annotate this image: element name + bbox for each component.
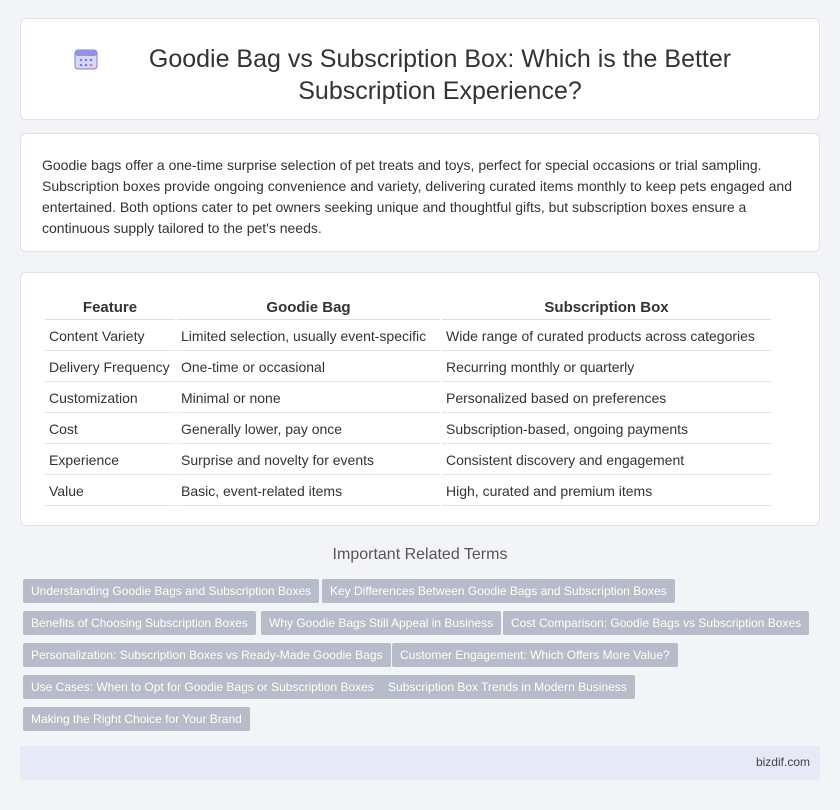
column-header: Feature	[45, 297, 175, 320]
table-row	[45, 384, 771, 413]
table-row	[45, 322, 771, 351]
footer	[20, 746, 820, 780]
table-cell: Customization	[45, 384, 175, 413]
table-row	[45, 415, 771, 444]
table-cell: Personalized based on preferences	[442, 384, 771, 413]
table-cell: Basic, event-related items	[177, 477, 440, 506]
table-cell: Recurring monthly or quarterly	[442, 353, 771, 382]
related-tag[interactable]: Understanding Goodie Bags and Subscription Boxes	[23, 579, 319, 603]
table-cell: Minimal or none	[177, 384, 440, 413]
related-tag[interactable]: Making the Right Choice for Your Brand	[23, 707, 250, 731]
table-cell: High, curated and premium items	[442, 477, 771, 506]
table-row	[45, 446, 771, 475]
table-cell: Wide range of curated products across categories	[442, 322, 771, 351]
table-row	[45, 353, 771, 382]
table-cell: Cost	[45, 415, 175, 444]
related-tag[interactable]: Key Differences Between Goodie Bags and Subscription Boxes	[322, 579, 675, 603]
related-tag[interactable]: Why Goodie Bags Still Appeal in Business	[261, 611, 501, 635]
page-title: Goodie Bag vs Subscription Box: Which is the Better Subscription Experience?	[148, 45, 732, 105]
table-header-row	[45, 297, 771, 320]
table-cell: Delivery Frequency	[45, 353, 175, 382]
table-cell: Content Variety	[45, 322, 175, 351]
site-name[interactable]: bizdif.com	[755, 755, 810, 769]
column-header: Goodie Bag	[177, 297, 440, 320]
table-cell: One-time or occasional	[177, 353, 440, 382]
intro-text: Goodie bags offer a one-time surprise selection of pet treats and toys, perfect for special occasions or trial sampling. Subscription boxes provide ongoing convenience and variety, delivering curated items monthly to keep pets engaged and entertained. Both options cater to pet owners seeking unique and thoughtful gifts, but subscription boxes ensure a continuous supply tailored to the pet's needs.	[42, 157, 792, 236]
related-terms-heading: Important Related Terms	[332, 546, 508, 563]
title-card	[20, 18, 820, 120]
column-header: Subscription Box	[442, 297, 771, 320]
related-tag[interactable]: Personalization: Subscription Boxes vs Ready-Made Goodie Bags	[23, 643, 391, 667]
table-cell: Limited selection, usually event-specific	[177, 322, 440, 351]
related-tag[interactable]: Subscription Box Trends in Modern Business	[380, 675, 635, 699]
related-tag[interactable]: Use Cases: When to Opt for Goodie Bags or Subscription Boxes	[23, 675, 382, 699]
table-row	[45, 477, 771, 506]
intro-card	[20, 133, 820, 252]
table-cell: Surprise and novelty for events	[177, 446, 440, 475]
table-cell: Generally lower, pay once	[177, 415, 440, 444]
related-tag[interactable]: Cost Comparison: Goodie Bags vs Subscription Boxes	[503, 611, 809, 635]
comparison-card	[20, 272, 820, 526]
comparison-table	[43, 295, 773, 508]
table-cell: Experience	[45, 446, 175, 475]
related-tag[interactable]: Benefits of Choosing Subscription Boxes	[23, 611, 256, 635]
table-cell: Subscription-based, ongoing payments	[442, 415, 771, 444]
table-cell: Consistent discovery and engagement	[442, 446, 771, 475]
table-cell: Value	[45, 477, 175, 506]
related-tag[interactable]: Customer Engagement: Which Offers More Value?	[392, 643, 678, 667]
